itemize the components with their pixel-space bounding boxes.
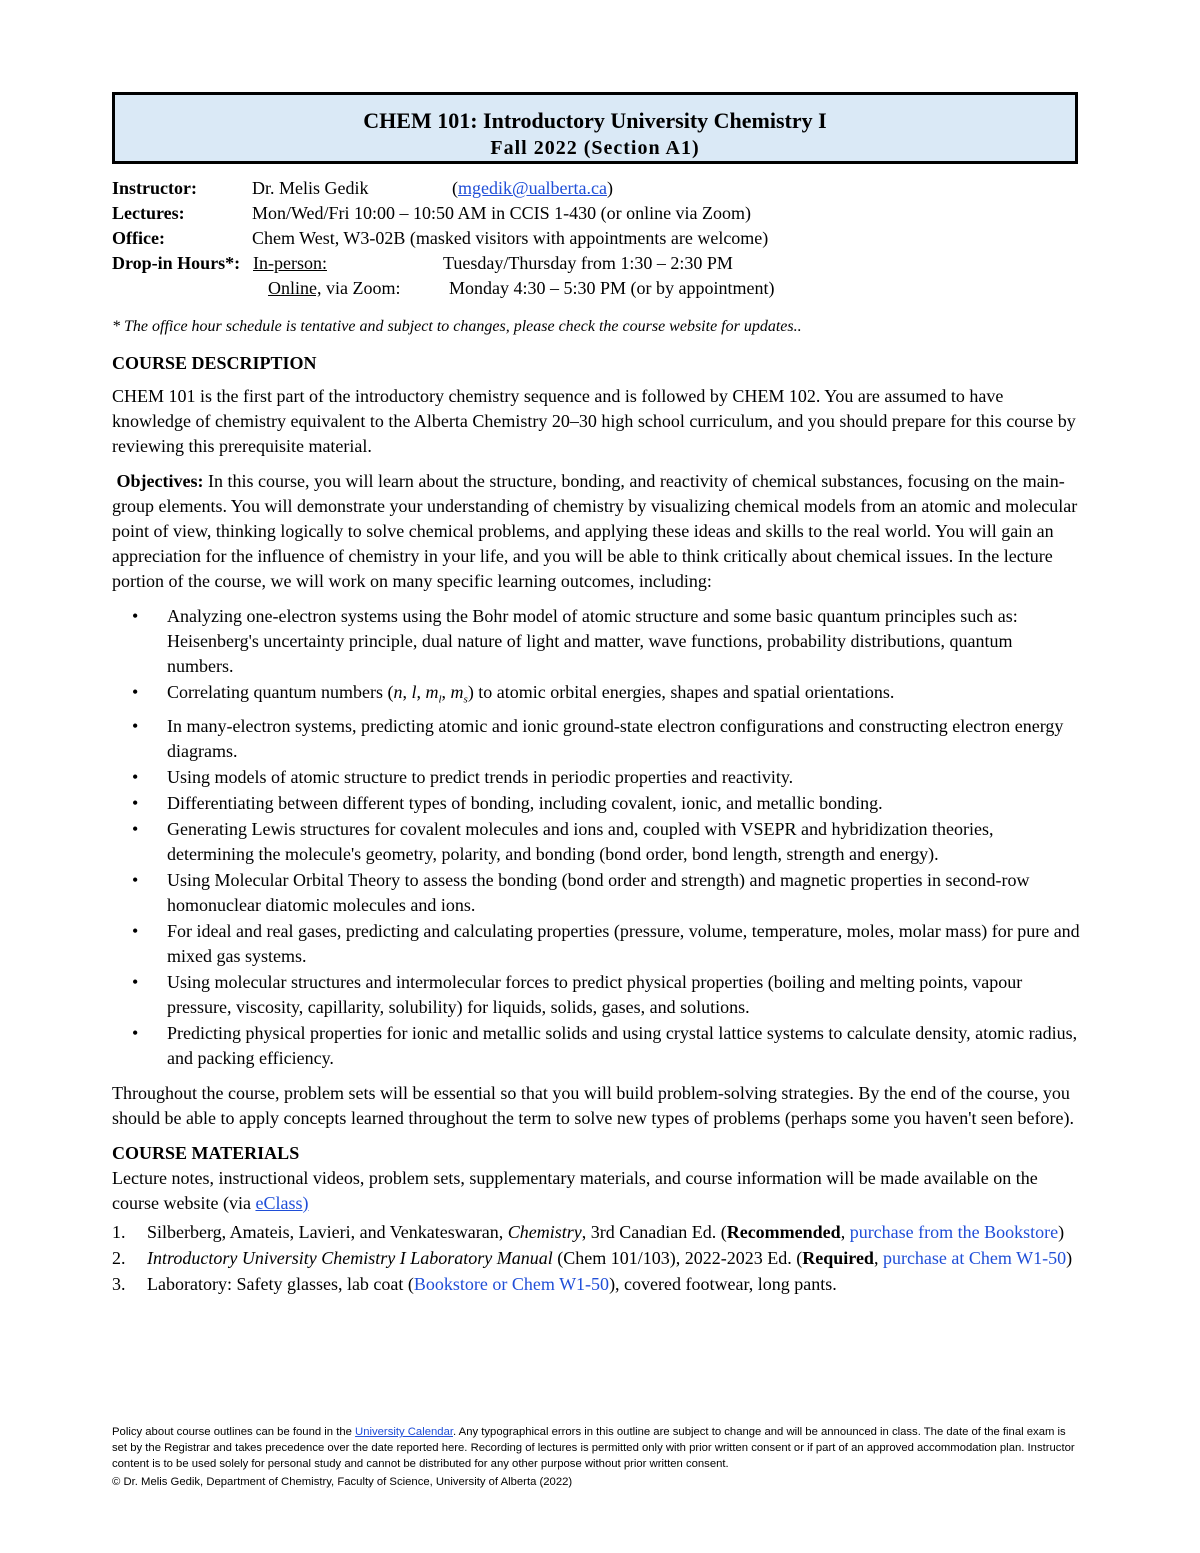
course-materials-heading: COURSE MATERIALS bbox=[112, 1142, 300, 1163]
list-item: • Generating Lewis structures for covalent molecules and ions and, coupled with VSEPR and hybridization theories, determining the molecule's geometry, polarity, and bonding (bond order, bond length, strength and energy). bbox=[132, 818, 994, 864]
policy-text: Policy about course outlines can be found in the University Calendar. Any typographical errors in this outline are subject to change and will be announced in class. The date of the final exam is set by the Registrar and takes precedence over the date reported here. Recording of lectures is permitted only with prior written consent or if part of an approved accommodation plan. Instructor content is to be used solely for personal study and cannot be distributed for any other purpose without prior written consent. bbox=[112, 1426, 1075, 1470]
course-info bbox=[112, 176, 1082, 312]
list-item: • In many-electron systems, predicting atomic and ionic ground-state electron configurations and constructing electron energy diagrams. bbox=[132, 715, 1064, 761]
bullet-icon: • bbox=[132, 920, 139, 941]
online-label: Online, bbox=[268, 278, 322, 298]
course-term: Fall 2022 (Section A1) bbox=[490, 137, 700, 159]
bullet-icon: • bbox=[132, 682, 139, 702]
bullet-icon: • bbox=[132, 971, 139, 992]
list-item: 2. Introductory University Chemistry I Laboratory Manual (Chem 101/103), 2022-2023 Ed. (Required, purchase at Chem W1-50) bbox=[112, 1247, 1073, 1268]
eclass-link[interactable]: eClass) bbox=[255, 1192, 309, 1213]
inperson-value: Tuesday/Thursday from 1:30 – 2:30 PM bbox=[443, 253, 733, 273]
list-item: • Predicting physical properties for ionic and metallic solids and using crystal lattice systems to calculate density, atomic radius, and packing efficiency. bbox=[132, 1022, 1078, 1068]
office-value: Chem West, W3-02B (masked visitors with appointments are welcome) bbox=[252, 228, 769, 248]
objectives-label: Objectives: bbox=[116, 471, 204, 491]
university-calendar-link[interactable]: University Calendar bbox=[355, 1426, 453, 1438]
instructor-label: Instructor: bbox=[112, 178, 197, 198]
bullet-icon: • bbox=[132, 869, 139, 890]
copyright-text: © Dr. Melis Gedik, Department of Chemistry, Faculty of Science, University of Alberta (2022) bbox=[112, 1476, 573, 1488]
list-item: • Differentiating between different types of bonding, including covalent, ionic, and metallic bonding. bbox=[112, 791, 1082, 816]
list-item: • Using molecular structures and intermolecular forces to predict physical properties (boiling and melting points, vapour pressure, viscosity, capillarity, solubility) for liquids, solids, gases, and solutions. bbox=[132, 971, 1023, 1017]
lectures-label: Lectures: bbox=[112, 203, 185, 223]
quantum-numbers-outcome: Correlating quantum numbers (n, l, $m_l$, $m_s$) to atomic orbital energies, shapes and spatial orientations. bbox=[167, 682, 895, 706]
list-item: • Analyzing one-electron systems using the Bohr model of atomic structure and some basic quantum principles such as: Heisenberg's uncertainty principle, dual nature of light and matter, wave functions, probability distributions, quantum numbers. bbox=[132, 606, 1018, 676]
title-box bbox=[112, 92, 1078, 164]
bookstore-purchase-link[interactable]: purchase from the Bookstore bbox=[849, 1221, 1059, 1242]
bullet-icon: • bbox=[132, 792, 139, 813]
bullet-icon: • bbox=[132, 766, 139, 787]
materials-intro: Lecture notes, instructional videos, problem sets, supplementary materials, and course information will be made available on the course website (via eClass) bbox=[112, 1167, 1038, 1213]
instructor-email-wrap: (mgedik@ualberta.ca) bbox=[452, 178, 614, 198]
online-value: Monday 4:30 – 5:30 PM (or by appointment) bbox=[449, 278, 775, 298]
list-item: • For ideal and real gases, predicting and calculating properties (pressure, volume, temperature, moles, molar mass) for pure and mixed gas systems. bbox=[132, 920, 1080, 966]
objectives-text: In this course, you will learn about the structure, bonding, and reactivity of chemical substances, focusing on the main-group elements. You will demonstrate your understanding of chemistry by visualizing chemical models from an atomic and molecular point of view, thinking logically to solve chemical problems, and applying these ideas and skills to the real world. You will gain an appreciation for the influence of chemistry in your life, and you will be able to think critically about chemical issues. In the lecture portion of the course, we will work on many specific learning outcomes, including: bbox=[112, 471, 1078, 591]
course-title: CHEM 101: Introductory University Chemistry I bbox=[363, 108, 827, 133]
instructor-email-link[interactable]: mgedik@ualberta.ca bbox=[458, 178, 608, 198]
list-item: • Using Molecular Orbital Theory to assess the bonding (bond order and strength) and magnetic properties in second-row homonuclear diatomic molecules and ions. bbox=[132, 869, 1030, 915]
footer bbox=[112, 1424, 1082, 1490]
description-intro: CHEM 101 is the first part of the introductory chemistry sequence and is followed by CHEM 102. You are assumed to have knowledge of chemistry equivalent to the Alberta Chemistry 20–30 high school curriculum, and you should prepare for this course by reviewing this prerequisite material. bbox=[112, 386, 1076, 456]
list-item: • Using models of atomic structure to predict trends in periodic properties and reactivity. bbox=[112, 765, 1082, 790]
dropin-label: Drop-in Hours*: bbox=[112, 253, 241, 273]
materials-list bbox=[112, 1220, 1082, 1297]
office-label: Office: bbox=[112, 228, 165, 248]
lectures-value: Mon/Wed/Fri 10:00 – 10:50 AM in CCIS 1-430 (or online via Zoom) bbox=[252, 203, 752, 223]
instructor-name: Dr. Melis Gedik bbox=[252, 178, 369, 198]
bullet-icon: • bbox=[132, 1022, 139, 1043]
bullet-icon: • bbox=[132, 606, 139, 626]
office-hours-note: * The office hour schedule is tentative and subject to changes, please check the course website for updates.. bbox=[112, 318, 802, 335]
lab-supplies-link[interactable]: Bookstore or Chem W1-50 bbox=[413, 1273, 610, 1294]
list-item: 1. Silberberg, Amateis, Lavieri, and Venkateswaran, Chemistry, 3rd Canadian Ed. (Recommended, purchase from the Bookstore) bbox=[112, 1221, 1065, 1242]
chem-w150-purchase-link[interactable]: purchase at Chem W1-50 bbox=[882, 1247, 1067, 1268]
bullet-icon: • bbox=[132, 715, 139, 736]
description-closing: Throughout the course, problem sets will be essential so that you will build problem-solving strategies. By the end of the course, you should be able to apply concepts learned throughout the term to solve new types of problems (perhaps some you haven't seen before). bbox=[112, 1082, 1074, 1128]
course-description-heading: COURSE DESCRIPTION bbox=[112, 353, 317, 373]
online-via: via Zoom: bbox=[321, 278, 401, 298]
main-content bbox=[112, 176, 1082, 1298]
inperson-label: In-person: bbox=[253, 253, 327, 273]
list-item bbox=[112, 680, 1082, 713]
bullet-icon: • bbox=[132, 818, 139, 839]
objectives-paragraph bbox=[112, 469, 1082, 594]
learning-outcomes-list bbox=[112, 604, 1082, 1071]
list-item: 3. Laboratory: Safety glasses, lab coat (Bookstore or Chem W1-50), covered footwear, long pants. bbox=[112, 1273, 837, 1294]
